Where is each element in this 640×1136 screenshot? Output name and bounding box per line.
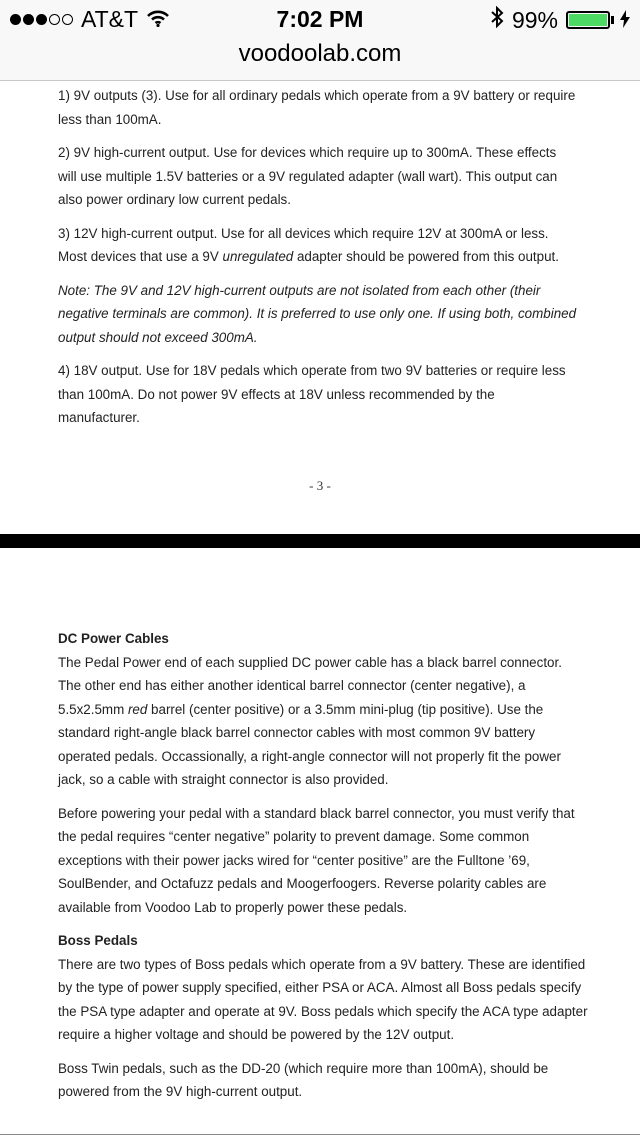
battery-nub — [611, 16, 614, 24]
text: The Pedal Power end of each supplied DC power cable has a black barrel connector. The other end has either another identical barrel connector (center negative), a 5.5x2.5mm — [58, 654, 562, 717]
charging-bolt-icon — [620, 7, 630, 34]
paragraph-9v-outputs: 1) 9V outputs (3). Use for all ordinary pedals which operate from a 9V battery or require less than 100mA. — [58, 88, 576, 127]
text-emphasis: red — [127, 701, 148, 717]
text: 3) 12V high-current output. Use for all devices which require 12V at 300mA or less. Most devices that use a 9V — [58, 225, 549, 264]
document-page-4 — [58, 627, 588, 1114]
note-paragraph: Note: The 9V and 12V high-current outputs are not isolated from each other (their negative terminals are common). It is preferred to use only one. If using both, combined output should not exceed 300mA. — [58, 282, 577, 345]
dc-paragraph-1 — [58, 651, 588, 792]
paragraph-12v-high-current — [58, 222, 578, 269]
bottom-edge — [0, 1134, 640, 1135]
boss-paragraph-2: Boss Twin pedals, such as the DD-20 (which require more than 100mA), should be powered from the 9V high-current output. — [58, 1060, 549, 1099]
dc-power-cables-heading: DC Power Cables — [58, 631, 169, 646]
battery-icon — [566, 11, 610, 29]
document-page-3 — [58, 84, 578, 440]
paragraph-18v-output: 4) 18V output. Use for 18V pedals which operate from two 9V batteries or require less than 100mA. Do not power 9V effects at 18V unless recommended by the manufacturer. — [58, 363, 566, 425]
status-bar — [0, 0, 640, 40]
carrier-label: AT&T — [81, 6, 139, 32]
bluetooth-icon — [490, 6, 504, 34]
url-text[interactable]: voodoolab.com — [238, 40, 402, 67]
text-emphasis: unregulated — [222, 249, 294, 264]
clock: 7:02 PM — [276, 6, 364, 32]
page-separator — [0, 534, 640, 548]
address-bar[interactable] — [0, 40, 640, 81]
battery-percent: 99% — [511, 6, 558, 33]
right-status-group — [490, 6, 630, 34]
text: adapter should be powered from this output. — [293, 249, 559, 264]
paragraph-9v-high-current: 2) 9V high-current output. Use for devices which require up to 300mA. These effects will use multiple 1.5V batteries or a 9V regulated adapter (wall wart). This output can also power ordinary low current pedals. — [58, 145, 558, 207]
battery-fill — [569, 14, 607, 26]
text: barrel (center positive) or a 3.5mm mini-plug (tip positive). Use the standard right-angle black barrel connector cables with most common 9V battery operated pedals. Occassionally, a right-angle connector will not properly fit the power jack, so a cable with straight connector is also provided. — [58, 701, 561, 787]
page-number: - 3 - — [309, 478, 331, 493]
boss-paragraph-1: There are two types of Boss pedals which operate from a 9V battery. These are identified by the type of power supply specified, either PSA or ACA. Almost all Boss pedals specify the PSA type adapter and operate at 9V. Boss pedals which specify the ACA type adapter require a higher voltage and should be powered by the 12V output. — [58, 956, 588, 1042]
dc-paragraph-2: Before powering your pedal with a standard black barrel connector, you must verify that the pedal requires “center negative” polarity to prevent damage. Some common exceptions with their power jacks wired for “center positive” are the Fulltone ’69, SoulBender, and Octafuzz pedals and Moogerfoogers. Reverse polarity cables are available from Voodoo Lab to properly power these pedals. — [58, 805, 575, 915]
boss-pedals-heading: Boss Pedals — [58, 933, 138, 948]
